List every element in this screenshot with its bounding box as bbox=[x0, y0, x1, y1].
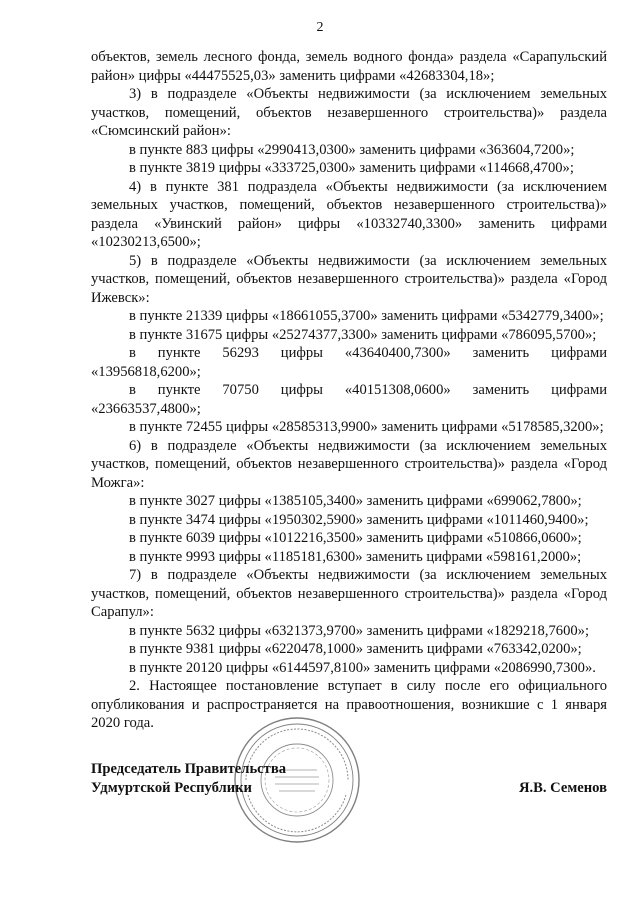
signatory-title-line: Председатель Правительства bbox=[91, 761, 287, 777]
paragraph: в пункте 3027 цифры «1385105,3400» заменить цифрами «699062,7800»; bbox=[129, 493, 582, 509]
paragraph: в пункте 21339 цифры «18661055,3700» заменить цифрами «5342779,3400»; bbox=[129, 308, 604, 324]
paragraph: в пункте 31675 цифры «25274377,3300» заменить цифрами «786095,5700»; bbox=[129, 326, 597, 343]
signature-block bbox=[91, 760, 607, 820]
paragraph: в пункте 6039 цифры «1012216,3500» заменить цифрами «510866,0600»; bbox=[129, 530, 582, 546]
paragraph: в пункте 9381 цифры «6220478,1000» заменить цифрами «763342,0200»; bbox=[129, 641, 582, 657]
page-number: 2 bbox=[316, 20, 324, 35]
paragraph: в пункте 56293 цифры «43640400,7300» заменить цифрами «13956818,6200»; bbox=[91, 345, 607, 380]
signatory-name: Я.В. Семенов bbox=[518, 779, 607, 796]
paragraph: в пункте 72455 цифры «28585313,9900» заменить цифрами «5178585,3200»; bbox=[129, 419, 604, 435]
document-body bbox=[91, 48, 607, 733]
paragraph: в пункте 70750 цифры «40151308,0600» заменить цифрами «23663537,4800»; bbox=[91, 382, 607, 417]
paragraph: в пункте 5632 цифры «6321373,9700» заменить цифрами «1829218,7600»; bbox=[129, 622, 590, 639]
paragraph: 4) в пункте 381 подраздела «Объекты недвижимости (за исключением земельных участков, помещений, объектов незавершенного строительства)» раздела «Увинский район» цифры «10332740,3300» заменить цифрами «10230213,6500»; bbox=[91, 178, 607, 250]
paragraph: 2. Настоящее постановление вступает в силу после его официального опубликования и распространяется на правоотношения, возникшие с 1 января 2020 года. bbox=[91, 678, 607, 731]
signatory-title bbox=[91, 760, 286, 797]
paragraph: в пункте 3819 цифры «333725,0300» заменить цифрами «114668,4700»; bbox=[129, 160, 574, 176]
paragraph: в пункте 883 цифры «2990413,0300» заменить цифрами «363604,7200»; bbox=[129, 141, 575, 158]
paragraph: 7) в подразделе «Объекты недвижимости (за исключением земельных участков, помещений, объектов незавершенного строительства)» раздела «Город Сарапул»: bbox=[91, 567, 607, 620]
paragraph: в пункте 3474 цифры «1950302,5900» заменить цифрами «1011460,9400»; bbox=[129, 511, 589, 528]
paragraph: в пункте 20120 цифры «6144597,8100» заменить цифрами «2086990,7300». bbox=[129, 659, 596, 676]
paragraph: 3) в подразделе «Объекты недвижимости (за исключением земельных участков, помещений, объектов незавершенного строительства)» раздела «Сюмсинский район»: bbox=[91, 86, 607, 139]
paragraph: в пункте 9993 цифры «1185181,6300» заменить цифрами «598161,2000»; bbox=[129, 548, 582, 565]
paragraph: объектов, земель лесного фонда, земель водного фонда» раздела «Сарапульский район» цифры «44475525,03» заменить цифрами «42683304,18»; bbox=[91, 49, 607, 84]
signatory-title-line: Удмуртской Республики bbox=[91, 779, 252, 796]
paragraph: 6) в подразделе «Объекты недвижимости (за исключением земельных участков, помещений, объектов незавершенного строительства)» раздела «Город Можга»: bbox=[91, 437, 607, 491]
paragraph: 5) в подразделе «Объекты недвижимости (за исключением земельных участков, помещений, объектов незавершенного строительства)» раздела «Город Ижевск»: bbox=[91, 252, 607, 306]
